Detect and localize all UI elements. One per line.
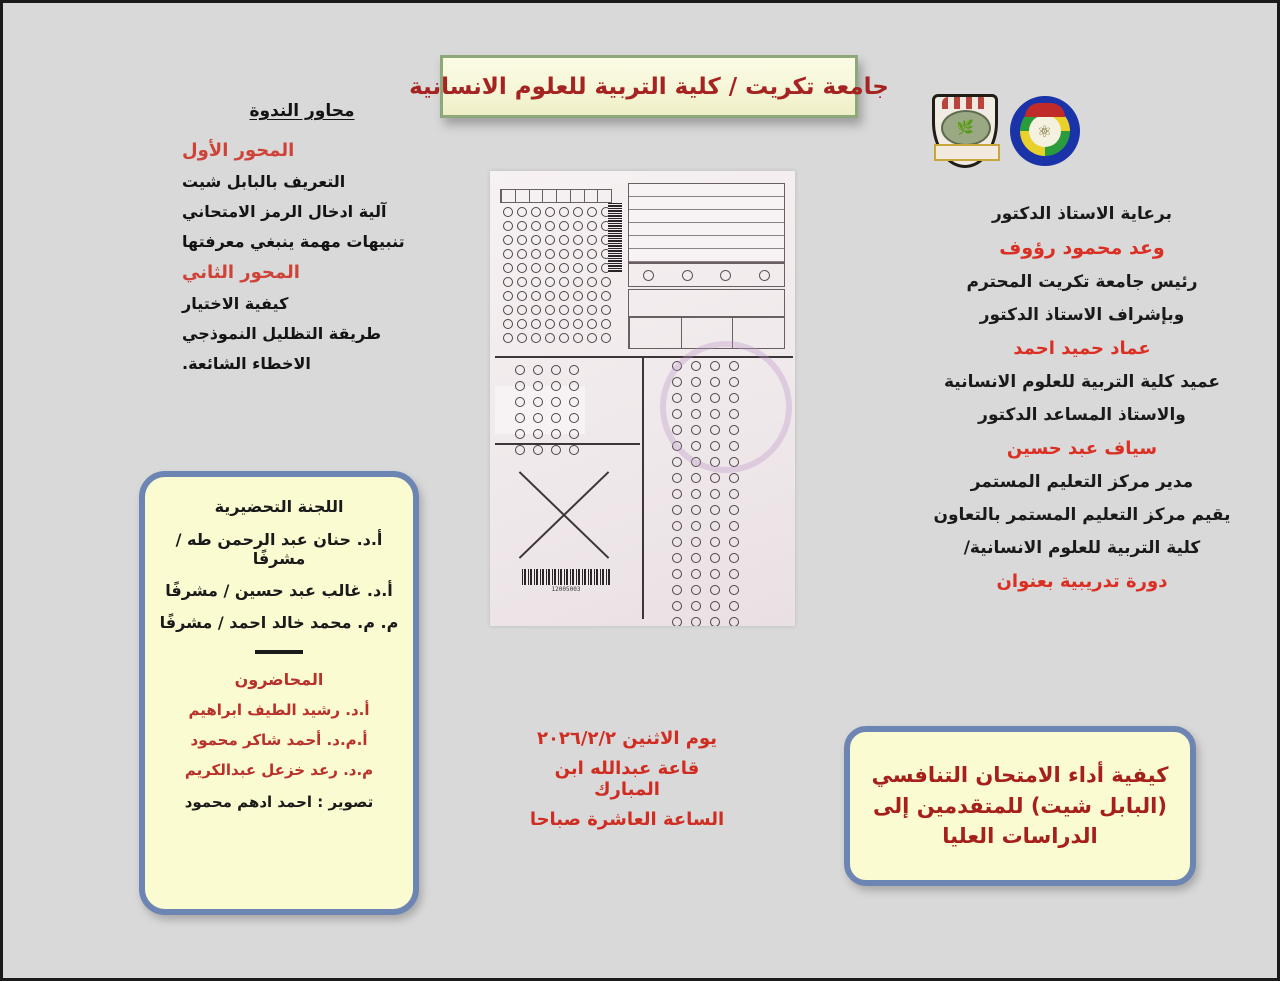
sheet-code-bubbles	[502, 207, 611, 344]
dean-role: عميد كلية التربية للعلوم الانسانية	[943, 372, 1221, 392]
course-title-line-3: الدراسات العليا	[942, 824, 1098, 849]
sheet-instructions-note	[628, 289, 785, 317]
sheet-header-form	[628, 183, 785, 263]
university-circle-logo-icon	[1010, 96, 1080, 166]
shield-crest	[942, 97, 988, 109]
logo-red-arc	[1025, 103, 1065, 117]
dean-name: عماد حميد احمد	[1013, 338, 1151, 359]
sheet-barcode	[522, 569, 610, 585]
sheet-branch-options	[628, 263, 785, 287]
patronage-column	[917, 191, 1247, 605]
axis-one-item-2: تنبيهات مهمة ينبغي معرفتها	[182, 232, 405, 251]
event-info	[522, 719, 732, 839]
axis-one-item-0: التعريف بالبابل شيت	[182, 172, 346, 191]
committee-member-0: أ.د. حنان عبد الرحمن طه / مشرفًا	[175, 530, 383, 568]
college-shield-logo-icon	[932, 94, 998, 168]
event-venue: قاعة عبدالله ابن المبارك	[554, 758, 700, 800]
sheet-cross-mark	[502, 455, 626, 573]
course-title-box	[844, 726, 1196, 886]
event-date: يوم الاثنين ٢٠٢٦/٢/٢	[536, 728, 718, 749]
logos-group	[928, 87, 1083, 175]
lecturer-2: م.د. رعد خزعل عبدالكريم	[184, 761, 374, 779]
axes-heading: محاور الندوة	[249, 101, 355, 121]
axis-two-item-0: كيفية الاختيار	[182, 294, 289, 313]
lecturers-title: المحاضرون	[234, 670, 324, 689]
seminar-axes-column	[172, 101, 432, 384]
lecturer-1: أ.م.د. أحمد شاكر محمود	[190, 731, 368, 749]
axis-two-item-1: طريقة التظليل النموذجي	[182, 324, 382, 343]
shield-oval: 🌿	[941, 110, 991, 146]
axis-two-item-2: الاخطاء الشائعة.	[182, 354, 311, 373]
director-role: مدير مركز التعليم المستمر	[970, 472, 1194, 492]
director-name: سياف عبد حسين	[1006, 438, 1158, 459]
omr-answer-sheet-photo	[490, 171, 795, 626]
sheet-answers-left	[510, 365, 579, 458]
organizer-line-1: يقيم مركز التعليم المستمر بالتعاون	[933, 505, 1231, 525]
preparatory-committee-box	[139, 471, 419, 915]
president-name: وعد محمود رؤوف	[999, 237, 1165, 259]
title-banner	[409, 55, 889, 118]
axis-two-title: المحور الثاني	[182, 262, 300, 283]
committee-divider	[255, 650, 303, 654]
sheet-vertical-rule	[642, 357, 644, 619]
axis-one-title: المحور الأول	[182, 140, 295, 161]
committee-member-2: م. م. محمد خالد احمد / مشرفًا	[159, 613, 399, 632]
patronage-label: برعاية الاستاذ الدكتور	[991, 204, 1173, 224]
president-role: رئيس جامعة تكريت المحترم	[966, 272, 1198, 292]
committee-title: اللجنة التحضيرية	[214, 497, 344, 516]
course-title-line-2: (البابل شيت) للمتقدمين إلى	[873, 793, 1167, 818]
banner-title: جامعة تكريت / كلية التربية للعلوم الانسانية	[409, 73, 889, 100]
asst-prof-label: والاستاذ المساعد الدكتور	[978, 405, 1186, 425]
axis-one-item-1: آلية ادخال الرمز الامتحاني	[182, 202, 387, 221]
logo-core: ⚛	[1029, 115, 1061, 147]
course-title-line-1: كيفية أداء الامتحان التنافسي	[871, 763, 1169, 788]
shield-ribbon	[934, 144, 1000, 161]
committee-member-1: أ.د. غالب عبد حسين / مشرفًا	[165, 581, 393, 600]
supervision-label: وبإشراف الاستاذ الدكتور	[979, 305, 1185, 325]
lecturer-0: أ.د. رشيد الطيف ابراهيم	[188, 701, 370, 719]
organizer-line-2: كلية التربية للعلوم الانسانية/	[963, 538, 1201, 558]
course-label: دورة تدريبية بعنوان	[996, 571, 1168, 592]
sheet-code-grid	[500, 189, 612, 203]
sheet-barcode-number: 12005003	[551, 586, 581, 593]
sheet-vertical-barcode	[608, 203, 622, 273]
photo-credit: تصوير : احمد ادهم محمود	[184, 793, 374, 811]
event-time: الساعة العاشرة صباحا	[529, 809, 725, 830]
